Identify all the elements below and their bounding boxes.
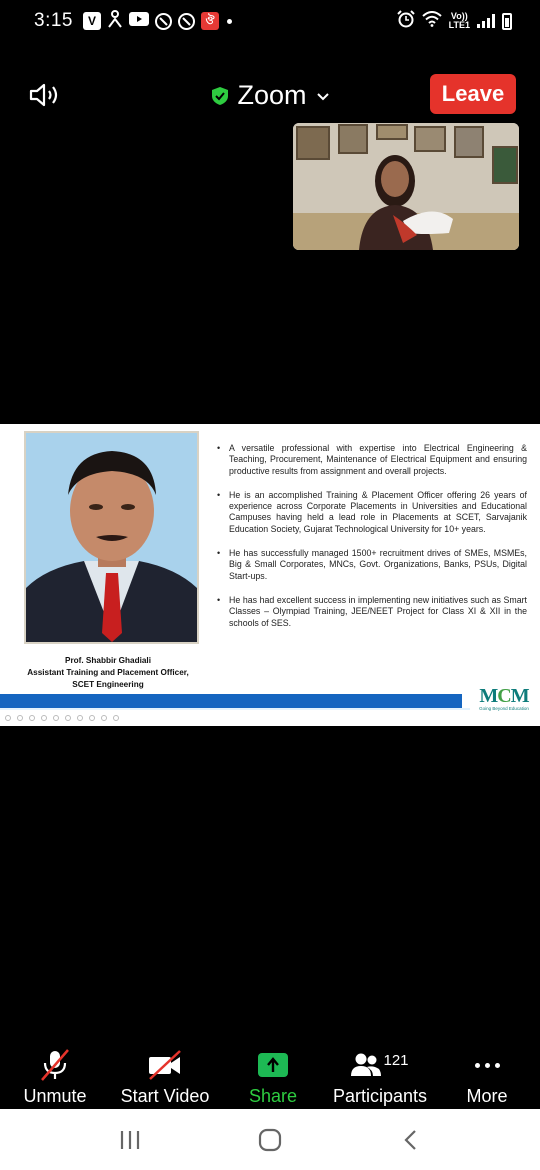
start-video-label: Start Video bbox=[120, 1086, 210, 1106]
annotation-tool-icon[interactable] bbox=[77, 715, 83, 721]
meeting-title: Zoom bbox=[237, 80, 307, 110]
status-time: 3:15 bbox=[34, 10, 73, 31]
alarm-icon bbox=[397, 10, 415, 33]
bio-bullet: • A versatile professional with expertise into Electrical Engineering & Teaching, Procurement, Maintenance of Electrical Equipment and ensuring productive results from assignment and overall projects. bbox=[217, 443, 527, 477]
share-label: Share bbox=[248, 1086, 298, 1106]
microphone-muted-icon bbox=[38, 1049, 72, 1081]
annotation-tool-icon[interactable] bbox=[5, 715, 11, 721]
participant-video-feed bbox=[293, 123, 519, 250]
speaker-organization: SCET Engineering bbox=[72, 680, 144, 689]
status-bar bbox=[0, 0, 540, 42]
battery-icon bbox=[502, 13, 512, 30]
annotation-tool-icon[interactable] bbox=[89, 715, 95, 721]
app-icon: ঔ bbox=[201, 12, 219, 30]
slide-footer-bar bbox=[0, 694, 462, 708]
participants-label: Participants bbox=[332, 1086, 428, 1106]
volte-label-top: Vo)) bbox=[450, 11, 468, 21]
participants-button[interactable] bbox=[326, 1043, 434, 1109]
recent-apps-icon bbox=[119, 1130, 141, 1150]
back-button[interactable] bbox=[390, 1120, 430, 1160]
notification-icons bbox=[83, 10, 219, 33]
more-button[interactable] bbox=[434, 1043, 540, 1109]
logo-letter: M bbox=[479, 685, 498, 707]
unmute-button[interactable] bbox=[0, 1043, 110, 1109]
bio-bullet: • He has had excellent success in implementing new initiatives such as Smart Classes – Olympiad Training, JEE/NEET Project for Class XI & XII in the schools of SES. bbox=[217, 595, 527, 629]
participants-icon bbox=[351, 1052, 381, 1078]
back-icon bbox=[403, 1129, 417, 1151]
speaker-bio-list bbox=[217, 443, 527, 642]
home-icon bbox=[258, 1128, 282, 1152]
annotation-tool-icon[interactable] bbox=[17, 715, 23, 721]
annotation-tool-icon[interactable] bbox=[101, 715, 107, 721]
system-navigation-bar bbox=[0, 1109, 540, 1170]
secure-shield-icon bbox=[211, 86, 229, 106]
bio-bullet: • He is an accomplished Training & Placement Officer offering 26 years of experience across Corporate Placements in Universities and Educational Campuses having held a lead role in Placements at SCET, Sarvajanik Education Society, Gujarat Technological University for 10+ years. bbox=[217, 490, 527, 535]
more-notifications-dot bbox=[227, 19, 232, 24]
share-arrow-icon bbox=[258, 1053, 288, 1077]
blocked-icon bbox=[155, 13, 172, 30]
home-button[interactable] bbox=[250, 1120, 290, 1160]
leave-button[interactable]: Leave bbox=[430, 74, 516, 114]
logo-letter: M bbox=[510, 685, 529, 707]
chevron-down-icon bbox=[317, 88, 329, 104]
unmute-label: Unmute bbox=[23, 1086, 87, 1106]
more-dots-icon bbox=[475, 1063, 500, 1068]
speaker-role: Assistant Training and Placement Officer, bbox=[27, 668, 189, 677]
signal-icon bbox=[477, 14, 495, 28]
v-icon: V bbox=[83, 12, 101, 30]
logo-letter: C bbox=[497, 685, 511, 707]
meeting-header bbox=[0, 70, 540, 120]
mcm-logo bbox=[474, 686, 534, 716]
share-button[interactable] bbox=[220, 1043, 326, 1109]
annotation-tool-icon[interactable] bbox=[41, 715, 47, 721]
slide-footer-line bbox=[0, 708, 470, 710]
annotation-toolbar[interactable] bbox=[5, 715, 119, 721]
speaker-name: Prof. Shabbir Ghadiali bbox=[65, 656, 151, 665]
meeting-toolbar bbox=[0, 1043, 540, 1109]
annotation-tool-icon[interactable] bbox=[65, 715, 71, 721]
speaker-caption bbox=[10, 655, 206, 691]
shared-screen-slide bbox=[0, 424, 540, 726]
recent-apps-button[interactable] bbox=[110, 1120, 150, 1160]
annotation-tool-icon[interactable] bbox=[113, 715, 119, 721]
speaker-profile-photo bbox=[24, 431, 199, 644]
person-icon bbox=[107, 10, 123, 33]
annotation-tool-icon[interactable] bbox=[53, 715, 59, 721]
logo-tagline: Going Beyond Education bbox=[479, 706, 529, 711]
wifi-icon bbox=[422, 11, 442, 32]
annotation-tool-icon[interactable] bbox=[29, 715, 35, 721]
volte-label-bottom: LTE1 bbox=[448, 20, 470, 30]
start-video-button[interactable] bbox=[110, 1043, 220, 1109]
video-camera-off-icon bbox=[147, 1050, 183, 1080]
participant-video-thumbnail[interactable] bbox=[293, 123, 519, 250]
more-label: More bbox=[466, 1086, 508, 1106]
participants-count: 121 bbox=[383, 1051, 409, 1069]
youtube-icon bbox=[129, 12, 149, 31]
volte-icon bbox=[449, 12, 470, 30]
blocked-icon bbox=[178, 13, 195, 30]
bio-bullet: • He has successfully managed 1500+ recruitment drives of SMEs, MSMEs, Big & Small Corporates, MNCs, Govt. Organizations, Banks, PSUs, Digital Start-ups. bbox=[217, 548, 527, 582]
